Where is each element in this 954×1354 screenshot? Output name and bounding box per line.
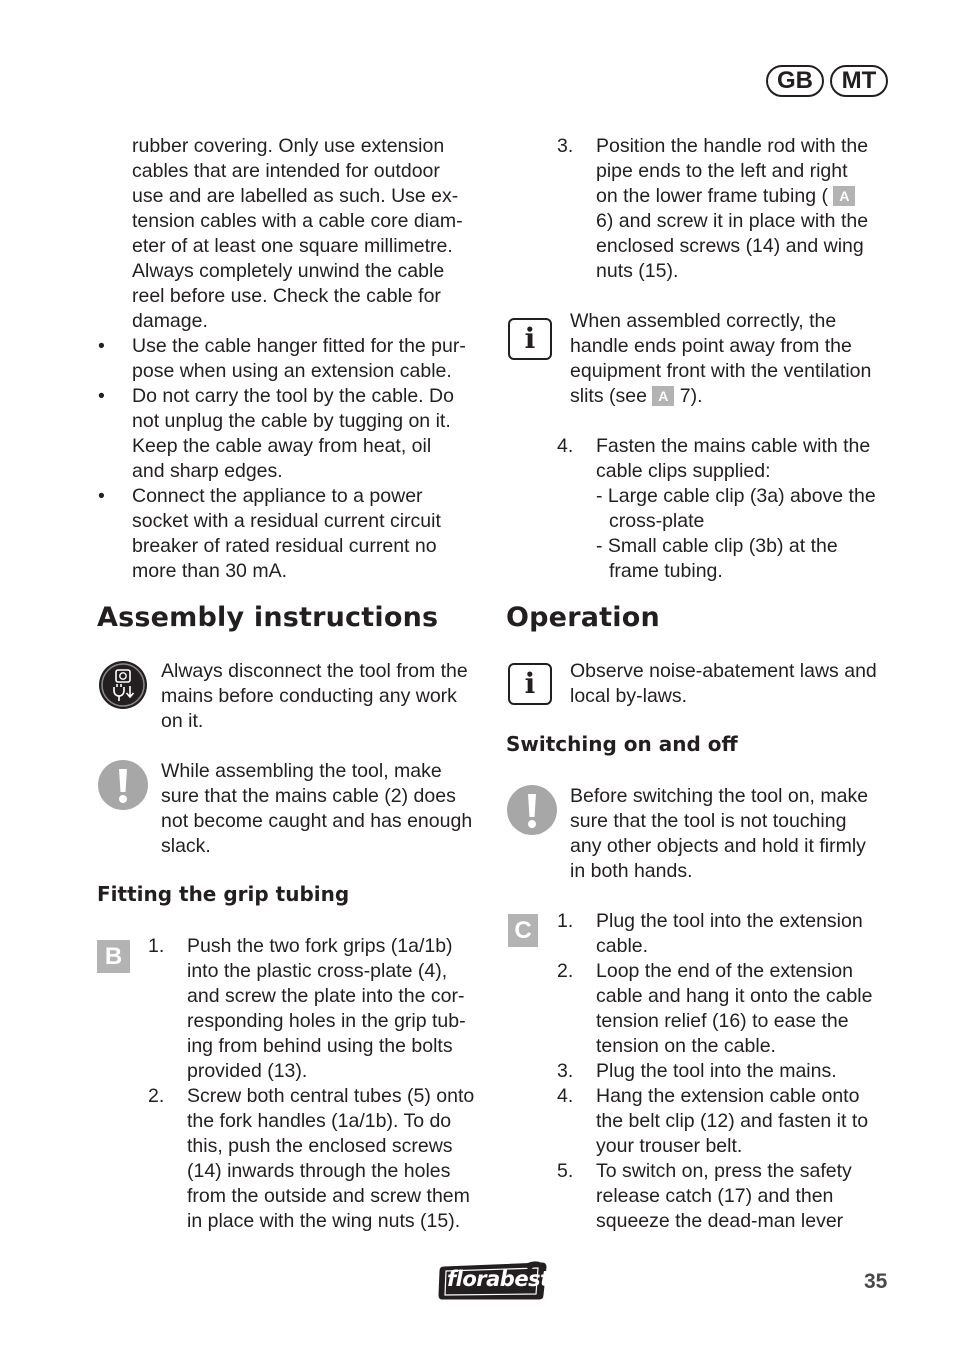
text-line: any other objects and hold it firmly: [570, 835, 866, 857]
warning-note: [570, 784, 868, 884]
text-line: tension relief (16) to ease the: [596, 1010, 849, 1032]
text-line: slack.: [161, 835, 211, 857]
text-line: pose when using an extension cable.: [132, 360, 452, 382]
text-line: eter of at least one square millimetre.: [132, 235, 453, 257]
text-line: in both hands.: [570, 860, 693, 882]
figure-b-badge: B: [97, 940, 130, 973]
text-line: Hang the extension cable onto: [596, 1085, 860, 1107]
text-line: use and are labelled as such. Use ex-: [132, 185, 459, 207]
grip-tubing-heading: Fitting the grip tubing: [97, 882, 350, 906]
text-line: tension on the cable.: [596, 1035, 776, 1057]
text-line: To switch on, press the safety: [596, 1160, 852, 1182]
step-number: 1.: [557, 910, 574, 932]
page-number: 35: [864, 1270, 888, 1293]
text-line: nuts (15).: [596, 260, 679, 282]
step-item: [596, 134, 868, 284]
unplug-note: [161, 659, 468, 734]
step-number: 2.: [557, 960, 574, 982]
warning-note: [161, 759, 472, 859]
text-fragment: on the lower frame tubing (: [596, 185, 828, 207]
warning-exclamation-icon: [507, 785, 557, 835]
bullet-item: [132, 484, 441, 584]
text-line: Plug the tool into the extension: [596, 910, 863, 932]
text-line: into the plastic cross-plate (4),: [187, 960, 448, 982]
text-line: ing from behind using the bolts: [187, 1035, 453, 1057]
step-number: 1.: [148, 935, 165, 957]
language-badge-mt: MT: [830, 65, 888, 97]
text-line: local by-laws.: [570, 685, 688, 707]
operation-heading: Operation: [506, 602, 660, 633]
text-line: cable.: [596, 935, 649, 957]
info-icon: [508, 318, 552, 360]
text-line: - Large cable clip (3a) above the: [596, 485, 876, 507]
text-line: Screw both central tubes (5) onto: [187, 1085, 475, 1107]
step-item: [596, 1059, 837, 1084]
text-line: release catch (17) and then: [596, 1185, 834, 1207]
text-line: the belt clip (12) and fasten it to: [596, 1110, 869, 1132]
exclamation-glyph-icon: [98, 760, 148, 810]
step-item: [596, 959, 872, 1059]
text-line: breaker of rated residual current no: [132, 535, 437, 557]
text-line: [596, 184, 868, 209]
text-line: more than 30 mA.: [132, 560, 287, 582]
info-glyph: i: [524, 322, 536, 355]
text-line: sure that the mains cable (2) does: [161, 785, 456, 807]
text-line: and screw the plate into the cor-: [187, 985, 465, 1007]
warning-exclamation-icon: [98, 760, 148, 810]
switching-heading: Switching on and off: [506, 732, 738, 756]
unplug-icon: [98, 660, 148, 710]
bullet-marker: •: [98, 335, 105, 357]
text-line: squeeze the dead-man lever: [596, 1210, 844, 1232]
exclamation-glyph-icon: [507, 785, 557, 835]
intro-paragraph: [132, 134, 463, 334]
text-line: Keep the cable away from heat, oil: [132, 435, 432, 457]
step-number: 4.: [557, 1085, 574, 1107]
text-line: Do not carry the tool by the cable. Do: [132, 385, 454, 407]
text-line: provided (13).: [187, 1060, 308, 1082]
text-line: sure that the tool is not touching: [570, 810, 847, 832]
text-line: Before switching the tool on, make: [570, 785, 869, 807]
text-line: While assembling the tool, make: [161, 760, 442, 782]
text-line: not become caught and has enough: [161, 810, 473, 832]
text-line: reel before use. Check the cable for: [132, 285, 441, 307]
text-line: cross-plate: [609, 510, 705, 532]
text-line: equipment front with the ventilation: [570, 360, 872, 382]
step-number: 2.: [148, 1085, 165, 1107]
text-line: Use the cable hanger fitted for the pur-: [132, 335, 466, 357]
text-line: the fork handles (1a/1b). To do: [187, 1110, 452, 1132]
step-item: [596, 1084, 868, 1159]
step-item: [187, 1084, 474, 1234]
florabest-logo: [438, 1261, 548, 1301]
text-line: rubber covering. Only use extension: [132, 135, 445, 157]
text-line: Plug the tool into the mains.: [596, 1060, 837, 1082]
text-line: pipe ends to the left and right: [596, 160, 848, 182]
language-badge-gb: GB: [766, 65, 824, 97]
bullet-item: [132, 334, 466, 384]
text-line: Always disconnect the tool from the: [161, 660, 468, 682]
text-line: (14) inwards through the holes: [187, 1160, 451, 1182]
text-line: not unplug the cable by tugging on it.: [132, 410, 451, 432]
figure-c-badge: C: [508, 914, 538, 947]
text-line: cable clips supplied:: [596, 460, 771, 482]
text-line: cable and hang it onto the cable: [596, 985, 873, 1007]
text-line: handle ends point away from the: [570, 335, 852, 357]
text-line: cables that are intended for outdoor: [132, 160, 440, 182]
info-icon: [508, 663, 552, 705]
info-glyph: i: [524, 667, 536, 700]
text-fragment: 7).: [679, 385, 703, 407]
step-item: [187, 934, 466, 1084]
text-line: damage.: [132, 310, 208, 332]
text-line: tension cables with a cable core diam-: [132, 210, 463, 232]
text-line: 6) and screw it in place with the: [596, 210, 869, 232]
text-line: Push the two fork grips (1a/1b): [187, 935, 453, 957]
figure-a-badge: A: [833, 186, 855, 206]
text-line: Loop the end of the extension: [596, 960, 853, 982]
text-line: When assembled correctly, the: [570, 310, 837, 332]
text-line: responding holes in the grip tub-: [187, 1010, 466, 1032]
step-number: 3.: [557, 1060, 574, 1082]
logo-text: florabest: [447, 1267, 550, 1291]
bullet-marker: •: [98, 485, 105, 507]
text-line: Observe noise-abatement laws and: [570, 660, 877, 682]
step-item: [596, 1159, 852, 1234]
bullet-item: [132, 384, 454, 484]
step-number: 5.: [557, 1160, 574, 1182]
text-line: - Small cable clip (3b) at the: [596, 535, 838, 557]
info-note: [570, 659, 877, 709]
step-item: [596, 909, 863, 959]
info-note: [570, 309, 871, 409]
text-line: mains before conducting any work: [161, 685, 457, 707]
step-item: [596, 434, 876, 584]
bullet-marker: •: [98, 385, 105, 407]
text-line: your trouser belt.: [596, 1135, 743, 1157]
text-line: enclosed screws (14) and wing: [596, 235, 864, 257]
figure-a-badge: A: [652, 386, 674, 406]
text-line: [570, 384, 871, 409]
step-number: 3.: [557, 135, 574, 157]
step-number: 4.: [557, 435, 574, 457]
text-line: Always completely unwind the cable: [132, 260, 445, 282]
text-line: on it.: [161, 710, 204, 732]
text-fragment: slits (see: [570, 385, 647, 407]
text-line: Position the handle rod with the: [596, 135, 869, 157]
text-line: in place with the wing nuts (15).: [187, 1210, 461, 1232]
text-line: Connect the appliance to a power: [132, 485, 423, 507]
text-line: Fasten the mains cable with the: [596, 435, 871, 457]
assembly-heading: Assembly instructions: [97, 602, 439, 633]
text-line: this, push the enclosed screws: [187, 1135, 453, 1157]
text-line: from the outside and screw them: [187, 1185, 470, 1207]
text-line: frame tubing.: [609, 560, 723, 582]
text-line: socket with a residual current circuit: [132, 510, 441, 532]
text-line: and sharp edges.: [132, 460, 283, 482]
